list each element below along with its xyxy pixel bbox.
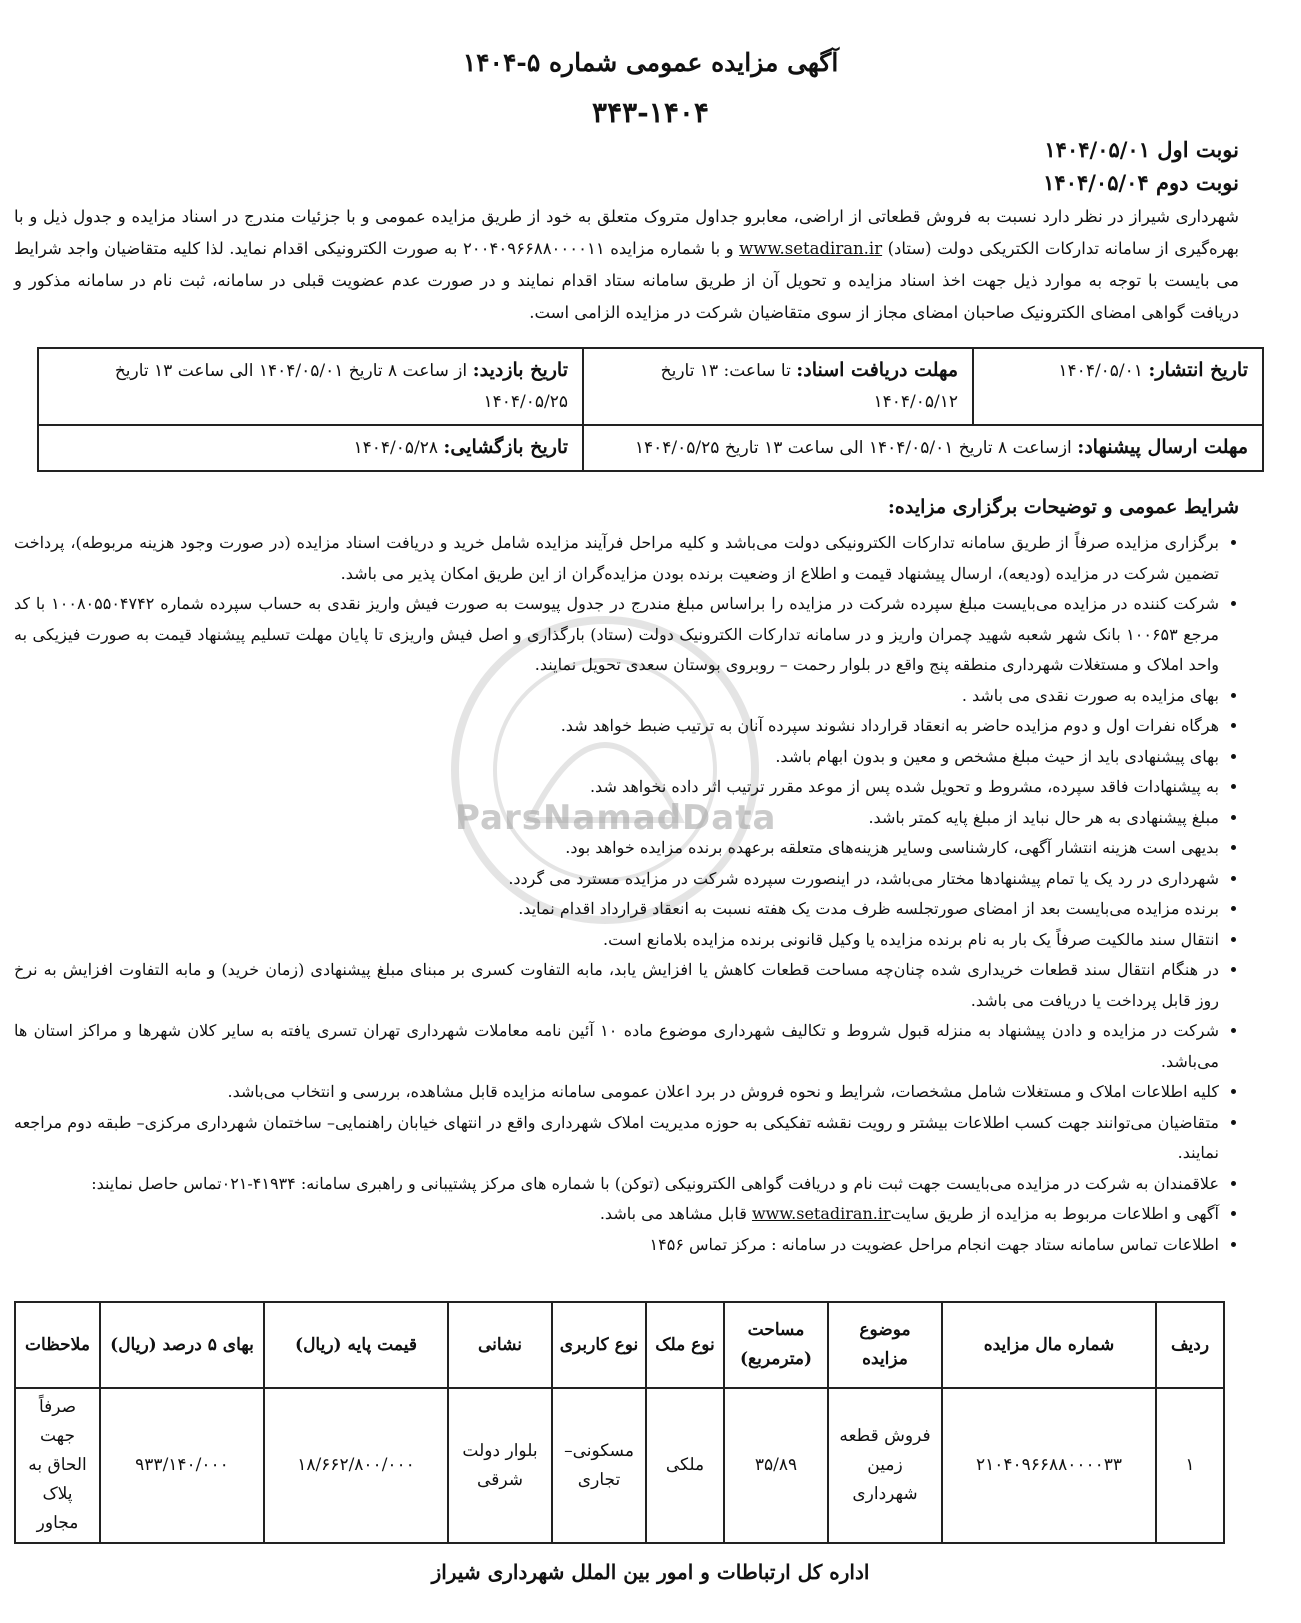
offer-deadline-value: ازساعت ۸ تاریخ ۱۴۰۴/۰۵/۰۱ الی ساعت ۱۳ تاریخ ۱۴۰۴/۰۵/۲۵ (634, 438, 1072, 458)
setadiran-link[interactable]: www.setadiran.ir (739, 239, 883, 258)
visit-date-value: از ساعت ۸ تاریخ ۱۴۰۴/۰۵/۰۱ الی ساعت ۱۳ تاریخ ۱۴۰۴/۰۵/۲۵ (114, 361, 568, 412)
intro-text-part2: و با شماره مزایده ۲۰۰۴۰۹۶۶۸۸۰۰۰۰۱۱ به صورت الکترونیکی اقدام نماید. لذا کلیه متقاضیان واجد شرایط می بایست با توجه به موارد ذیل جهت اخذ اسناد مزایده و تحویل آن از طریق سامانه ستاد اقدام نمایند و در صورت عدم عضویت قبلی در سامانه، ثبت نام در سامانه مذکور و دریافت گواهی امضای الکترونیک صاحبان امضای مجاز از سوی متقاضیان شرکت در مزایده الزامی است. (14, 239, 1239, 322)
col-header-row-number: ردیف (1156, 1302, 1224, 1388)
intro-text-part1: شهرداری شیراز در نظر دارد نسبت به فروش قطعاتی از اراضی، معابرو جداول متروک متعلق به خود از طریق مزایده عمومی و با جزئیات مندرج در اسناد مزایده و جدول ذیل و با بهره‌گیری از سامانه تدارکات الکتریکی دولت (ستاد) (14, 207, 1239, 258)
col-header-usage-type: نوع کاربری (552, 1302, 646, 1388)
col-header-deposit: بهای ۵ درصد (ریال) (100, 1302, 264, 1388)
col-header-subject: موضوع مزایده (828, 1302, 942, 1388)
condition-item: • بهای مزایده به صورت نقدی می باشد . (14, 681, 1219, 712)
publish-date-cell (973, 348, 1263, 425)
condition-item-contact: • اطلاعات تماس سامانه ستاد جهت انجام مراحل عضویت در سامانه : مرکز تماس ۱۴۵۶ (14, 1230, 1219, 1261)
condition-item: • مبلغ پیشنهادی به هر حال نباید از مبلغ پایه کمتر باشد. (14, 803, 1219, 834)
footer-issuer: اداره کل ارتباطات و امور بین الملل شهرداری شیراز (431, 1560, 870, 1584)
condition-item: • کلیه اطلاعات املاک و مستغلات شامل مشخصات، شرایط و نحوه فروش در برد اعلان عمومی سامانه مزایده قابل مشاهده، بررسی و انتخاب می‌باشد. (14, 1077, 1219, 1108)
table-row (15, 1388, 1224, 1543)
cell-base-price: ۱۸/۶۶۲/۸۰۰/۰۰۰ (264, 1388, 448, 1543)
opening-date-cell (38, 425, 583, 471)
condition-item: • هرگاه نفرات اول و دوم مزایده حاضر به انعقاد قرارداد نشوند سپرده آنان به ترتیب ضبط خواهد شد. (14, 711, 1219, 742)
docs-deadline-cell (583, 348, 973, 425)
cell-property-type: ملکی (646, 1388, 724, 1543)
condition-item: • به پیشنهادات فاقد سپرده، مشروط و تحویل شده پس از موعد مقرر ترتیب اثر داده نخواهد شد. (14, 772, 1219, 803)
col-header-notes: ملاحظات (15, 1302, 100, 1388)
col-header-base-price: قیمت پایه (ریال) (264, 1302, 448, 1388)
first-round-date: نوبت اول ۱۴۰۴/۰۵/۰۱ (1044, 137, 1239, 162)
cell-area: ۳۵/۸۹ (724, 1388, 828, 1543)
condition-item: • برنده مزایده می‌بایست بعد از امضای صورتجلسه ظرف مدت یک هفته نسبت به انعقاد قرارداد اقدام نماید. (14, 894, 1219, 925)
intro-paragraph (14, 201, 1239, 329)
conditions-title: شرایط عمومی و توضیحات برگزاری مزایده: (887, 496, 1239, 518)
col-header-property-type: نوع ملک (646, 1302, 724, 1388)
condition-item: • علاقمندان به شرکت در مزایده می‌بایست جهت ثبت نام و دریافت گواهی الکترونیکی (توکن) با شماره های مرکز پشتیبانی و راهبری سامانه: ۴۱۹۳۴-۰۲۱تماس حاصل نمایند: (14, 1169, 1219, 1200)
site-item-after: قابل مشاهد می باشد. (599, 1204, 752, 1223)
docs-deadline-label: مهلت دریافت اسناد: (796, 359, 958, 381)
col-header-area: مساحت (مترمربع) (724, 1302, 828, 1388)
cell-deposit: ۹۳۳/۱۴۰/۰۰۰ (100, 1388, 264, 1543)
setadiran-link-2[interactable]: www.setadiran.ir (751, 1204, 891, 1223)
offer-deadline-cell (583, 425, 1263, 471)
opening-date-label: تاریخ بازگشایی: (443, 436, 568, 458)
condition-item: • برگزاری مزایده صرفاً از طریق سامانه تدارکات الکترونیکی دولت می‌باشد و کلیه مراحل فرآیند مزایده شامل خرید و دریافت اسناد مزایده (در صورت وجود هزینه مربوطه)، پرداخت تضمین شرکت در مزایده (ودیعه)، ارسال پیشنهاد قیمت و اطلاع از وضعیت برنده بودن مزایده‌گران از این طریق امکان پذیر می باشد. (14, 528, 1219, 589)
condition-item: • در هنگام انتقال سند قطعات خریداری شده چنان‌چه مساحت قطعات کاهش یا افزایش یابد، مابه التفاوت کسری بر مبنای مبلغ پیشنهادی (زمان خرید) و مابه التفاوت افزایش به نرخ روز قابل پرداخت یا دریافت می باشد. (14, 955, 1219, 1016)
notice-subtitle: ۳۴۳-۱۴۰۴ (592, 96, 709, 129)
opening-date-value: ۱۴۰۴/۰۵/۲۸ (353, 438, 438, 458)
dates-table (37, 347, 1264, 472)
table-header-row (15, 1302, 1224, 1388)
condition-item: • شرکت کننده در مزایده می‌بایست مبلغ سپرده شرکت در مزایده را براساس مبلغ مندرج در جدول پیوست به صورت فیش واریز نقدی به حساب سپرده شماره ۱۰۰۸۰۵۵۰۴۷۴۲ با کد مرجع ۱۰۰۶۵۳ بانک شهر شعبه شهید چمران واریز و در سامانه تدارکات الکترونیک دولت (ستاد) بارگذاری و اصل فیش واریزی تا پایان مهلت تسلیم پیشنهاد قیمت به صورت فیزیکی به واحد املاک و مستغلات شهرداری منطقه پنج واقع در بلوار رحمت – روبروی بوستان سعدی تحویل نمایند. (14, 589, 1219, 681)
condition-item: • متقاضیان می‌توانند جهت کسب اطلاعات بیشتر و رویت نقشه تفکیکی به حوزه مدیریت املاک شهرداری واقع در انتهای خیابان راهنمایی– ساختمان شهرداری مرکزی– طبقه دوم مراجعه نمایند. (14, 1108, 1219, 1169)
publish-date-label: تاریخ انتشار: (1148, 359, 1248, 381)
offer-deadline-label: مهلت ارسال پیشنهاد: (1077, 436, 1248, 458)
condition-item: • شهرداری در رد یک یا تمام پیشنهادها مختار می‌باشد، در اینصورت سپرده شرکت در مزایده مسترد می گردد. (14, 864, 1219, 895)
second-round-date: نوبت دوم ۱۴۰۴/۰۵/۰۴ (1043, 170, 1239, 195)
visit-date-label: تاریخ بازدید: (472, 359, 568, 381)
cell-subject: فروش قطعه زمین شهرداری (828, 1388, 942, 1543)
docs-deadline-value: تا ساعت: ۱۳ تاریخ ۱۴۰۴/۰۵/۱۲ (660, 361, 958, 412)
col-header-address: نشانی (448, 1302, 552, 1388)
condition-item: • بهای پیشنهادی باید از حیث مبلغ مشخص و معین و بدون ابهام باشد. (14, 742, 1219, 773)
condition-item: • بدیهی است هزینه انتشار آگهی، کارشناسی وسایر هزینه‌های متعلقه برعهده برنده مزایده خواهد بود. (14, 833, 1219, 864)
auction-items-table (14, 1301, 1225, 1544)
col-header-item-number: شماره مال مزایده (942, 1302, 1156, 1388)
visit-date-cell (38, 348, 583, 425)
watermark-text: ParsNamadData (455, 798, 777, 838)
conditions-list (14, 528, 1239, 1260)
site-item-before: آگهی و اطلاعات مربوط به مزایده از طریق سایت (890, 1204, 1219, 1223)
cell-address: بلوار دولت شرقی (448, 1388, 552, 1543)
condition-item: • شرکت در مزایده و دادن پیشنهاد به منزله قبول شروط و تکالیف شهرداری موضوع ماده ۱۰ آئین نامه معاملات شهرداری تهران تسری یافته به سایر کلان شهرها و مراکز استان ها می‌باشد. (14, 1016, 1219, 1077)
condition-item-site (14, 1199, 1219, 1230)
cell-row-number: ۱ (1156, 1388, 1224, 1543)
cell-notes: صرفاً جهت الحاق به پلاک مجاور (15, 1388, 100, 1543)
condition-item: • انتقال سند مالکیت صرفاً یک بار به نام برنده مزایده یا وکیل قانونی برنده مزایده بلامانع است. (14, 925, 1219, 956)
cell-usage-type: مسکونی– تجاری (552, 1388, 646, 1543)
publish-date-value: ۱۴۰۴/۰۵/۰۱ (1058, 361, 1143, 381)
cell-item-number: ۲۱۰۴۰۹۶۶۸۸۰۰۰۰۳۳ (942, 1388, 1156, 1543)
notice-title: آگهی مزایده عمومی شماره ۵-۱۴۰۴ (462, 48, 839, 77)
